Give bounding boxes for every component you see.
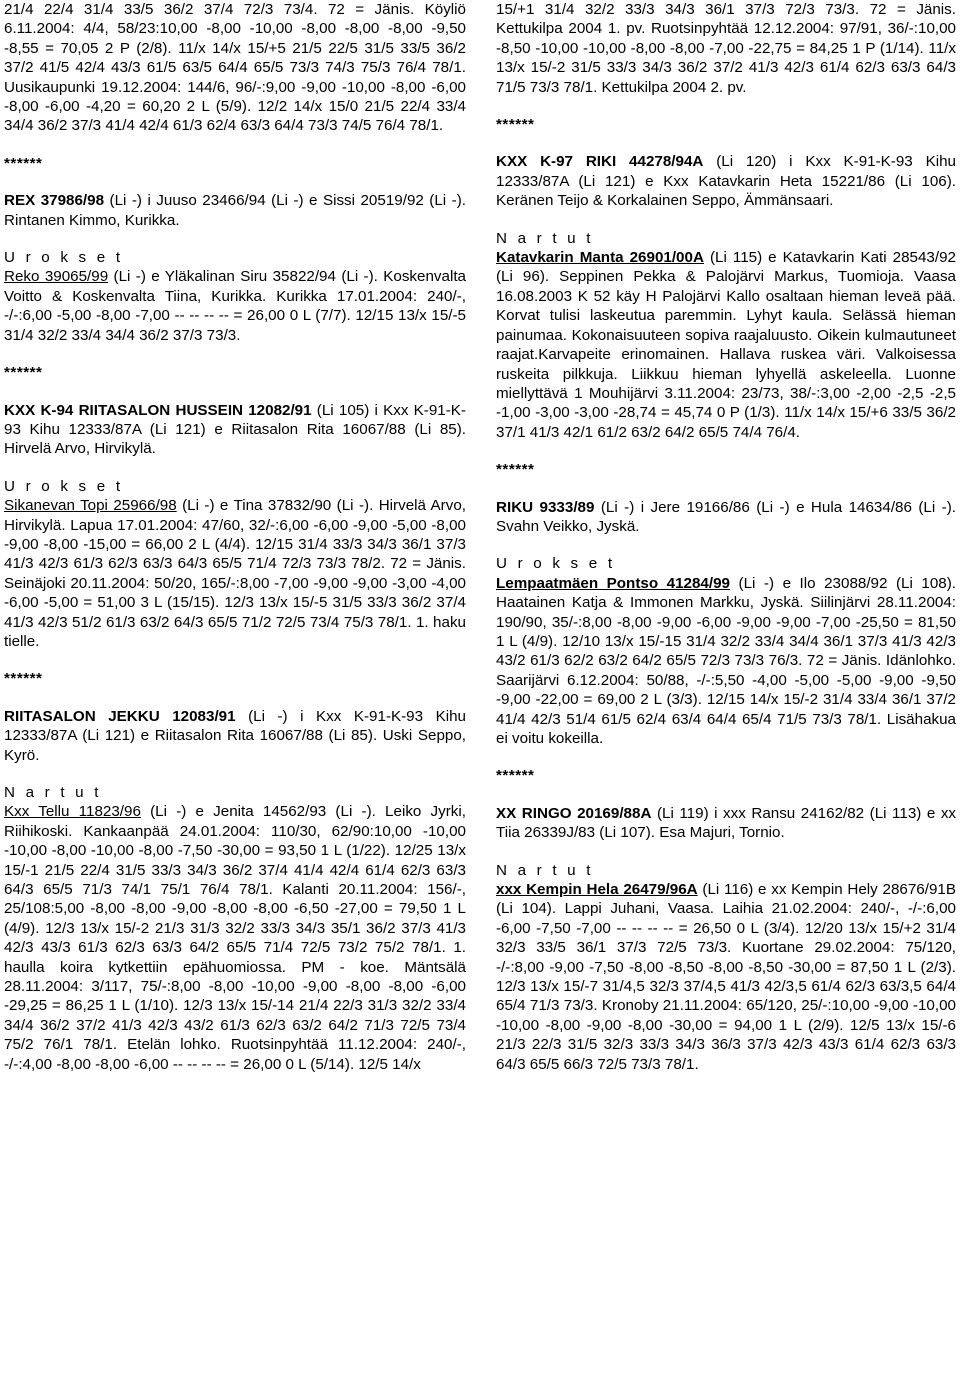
section-label-urokset: U r o k s e t (4, 249, 124, 267)
continued-results-paragraph: 15/+1 31/4 32/2 33/3 34/3 36/1 37/3 72/3 73/3. 72 = Jänis. Kettukilpa 2004 1. pv. Ruotsinpyhtää 12.12.2004: 97/91, 36/-:10,00 -8,50 -10,00 -10,00 -8,00 -8,00 -7,00 -22,75 = 84,25 1 P (1/14). 11/x 13/x 15/-2 31/5 33/3 34/3 36/2 37/2 41/3 42/3 61/4 62/3 63/3 64/3 71/5 73/3 78/1. Kettukilpa 2004 2. pv. (496, 1, 956, 96)
entry-kxx-k97-riki (496, 152, 956, 210)
left-column (4, 0, 466, 1074)
offspring-details: (Li -) e Tina 37832/90 (Li -). Hirvelä Arvo, Hirvikylä. Lapua 17.01.2004: 47/60, 32/-:6,00 -6,00 -9,00 -5,00 -8,00 -9,00 -8,00 -15,00 = 66,00 2 L (4/4). 12/15 31/4 33/3 34/3 36/1 37/3 41/3 42/3 61/3 62/3 63/3 64/3 65/5 71/4 72/3 73/3 78/2. 72 = Jänis. Seinäjoki 20.11.2004: 50/20, 165/-:8,00 -7,00 -9,00 -9,00 -3,00 -4,00 -6,00 -5,00 = 51,00 3 L (15/15). 12/3 13/x 15/-5 31/5 33/3 36/2 37/4 41/3 42/3 51/2 61/3 63/2 64/3 65/5 71/2 72/5 73/4 75/3 78/1. 1. haku tielle. (4, 497, 466, 650)
offspring-details: (Li 115) e Katavkarin Kati 28543/92 (Li 96). Seppinen Pekka & Palojärvi Markus, Tuomioja. Vaasa 16.08.2003 K 52 käy H Palojärvi Kallo osaltaan hieman leveä pää. Korvat tulisi laskeutua paremmin. Lyhyt kaula. Selässä hieman painumaa. Kokonaisuuteen sopiva raajaluusto. Oikein kulmautuneet raajat.Karvapeite erinomainen. Hallava ruskea väri. Valkoisessa ruskeita pilkkuja. Liikkuu hieman lyhyellä askeleella. Luonne miellyttävä 1 Mouhijärvi 3.11.2004: 23/73, 38/-:3,00 -2,00 -2,5 -2,5 -1,00 -3,00 -3,00 -28,74 = 45,74 0 P (1/3). 11/x 14/x 15/+6 33/5 36/2 37/1 41/3 42/1 61/2 63/2 64/2 65/5 74/4 76/4. (496, 249, 956, 441)
offspring-details: (Li 116) e xx Kempin Hely 28676/91B (Li 104). Lappi Juhani, Vaasa. Laihia 21.02.2004: 240/-, -/-:6,00 -6,00 -7,50 -7,00 -- -- -- -- = 26,50 0 L (3/4). 12/20 13/x 15/+2 31/4 32/3 33/5 36/1 37/3 72/5 73/3. Kuortane 29.02.2004: 75/120, -/-:8,00 -9,00 -7,50 -8,00 -8,50 -8,00 -8,50 -30,00 = 87,50 1 L (2/3). 12/3 13/x 15/-7 31/4,5 32/3 37/4,5 41/3 42/3,5 61/4 62/3 63/3,5 64/4 65/4 71/3 73/3. Kronoby 21.11.2004: 65/120, 25/-:10,00 -9,00 -10,00 -10,00 -8,00 -9,00 -8,00 -30,00 = 94,00 1 L (2/9). 12/5 13/x 15/-6 21/3 22/3 31/5 32/3 33/3 34/3 36/3 37/3 42/3 43/3 61/4 62/3 63/3 64/3 65/5 66/3 72/5 73/3 78/1. (496, 881, 956, 1073)
entry-details: (Li 105) i Kxx K-91-K-93 Kihu 12333/87A (Li 121) e Riitasalon Rita 16067/88 (Li 85). Hirvelä Arvo, Hirvikylä. (4, 401, 466, 458)
entry-heading: RIKU 9333/89 (496, 498, 595, 516)
entry-details: (Li 119) i xxx Ransu 24162/82 (Li 113) e xx Tiia 26339J/83 (Li 107). Esa Majuri, Tornio. (496, 804, 957, 842)
section-label-urokset: U r o k s e t (496, 555, 616, 573)
section-separator: ****** (496, 767, 535, 785)
section-label-nartut: N a r t u t (4, 784, 102, 801)
offspring-name: Reko 39065/99 (4, 268, 109, 286)
entry-details: (Li 120) i Kxx K-91-K-93 Kihu 12333/87A (Li 121) e Kxx Katavkarin Heta 15221/86 (Li 106). Keränen Teijo & Korkalainen Seppo, Ämmänsaari. (496, 153, 956, 210)
entry-heading: REX 37986/98 (4, 192, 105, 210)
entry-xx-ringo (496, 804, 956, 843)
offspring-name: Katavkarin Manta 26901/00A (496, 249, 704, 267)
continued-results-paragraph: 21/4 22/4 31/4 33/5 36/2 37/4 72/3 73/4. 72 = Jänis. Köyliö 6.11.2004: 4/4, 58/23:10,00 -8,00 -10,00 -8,00 -8,00 -8,00 -9,50 -8,55 = 70,05 2 P (2/8). 11/x 14/x 15/+5 21/5 22/5 31/5 33/5 36/2 37/2 41/5 42/4 43/3 61/5 63/5 64/4 65/5 73/3 74/3 75/3 76/4 78/1. Uusikaupunki 19.12.2004: 144/6, 96/-:9,00 -9,00 -10,00 -8,00 -6,00 -8,00 -6,00 -4,20 = 60,20 2 L (5/9). 12/2 14/x 15/0 21/5 22/4 33/4 34/4 36/2 37/3 41/4 42/4 61/3 62/4 63/3 64/4 73/3 74/5 76/4 78/1. (4, 1, 466, 135)
entry-details: (Li -) i Kxx K-91-K-93 Kihu 12333/87A (Li 121) e Riitasalon Rita 16067/88 (Li 85). Uski Seppo, Kyrö. (4, 707, 466, 764)
section-label-urokset: U r o k s e t (4, 477, 124, 495)
section-separator: ****** (496, 461, 535, 479)
entry-details: (Li -) i Jere 19166/86 (Li -) e Hula 14634/86 (Li -). Svahn Veikko, Jyskä. (496, 498, 956, 535)
offspring-manta (496, 248, 956, 442)
section-separator: ****** (4, 364, 43, 382)
entry-rex (4, 191, 466, 230)
offspring-name: xxx Kempin Hela 26479/96A (496, 881, 698, 899)
offspring-tellu (4, 802, 466, 1074)
section-separator: ****** (4, 154, 43, 172)
offspring-name: Kxx Tellu 11823/96 (4, 803, 141, 821)
entry-heading: RIITASALON JEKKU 12083/91 (4, 707, 236, 725)
offspring-details: (Li -) e Ilo 23088/92 (Li 108). Haatainen Katja & Immonen Markku, Jyskä. Siilinjärvi 28.11.2004: 190/90, 35/-:8,00 -8,00 -9,00 -6,00 -9,00 -9,00 -7,00 -25,50 = 81,50 1 L (4/9). 12/10 13/x 15/-15 31/4 32/2 33/4 34/4 36/1 37/3 41/3 42/3 43/2 61/3 62/2 63/2 64/2 65/5 72/3 73/3 76/3. 72 = Jänis. Idänlohko. Saarijärvi 6.12.2004: 50/88, -/-:5,50 -4,00 -5,00 -5,00 -9,00 -9,50 -9,00 -22,00 = 69,00 2 L (3/3). 12/15 14/x 15/-2 31/4 33/4 36/1 37/2 41/4 42/3 51/4 61/5 62/4 63/4 64/4 65/4 71/5 73/3 78/1. Lisähakua ei voitu kokeilla. (496, 574, 956, 747)
section-label-nartut: N a r t u t (496, 229, 594, 247)
entry-details: (Li -) i Juuso 23466/94 (Li -) e Sissi 20519/92 (Li -). Rintanen Kimmo, Kurikka. (4, 192, 466, 229)
entry-riku (496, 498, 956, 537)
offspring-name: Sikanevan Topi 25966/98 (4, 497, 177, 515)
section-separator: ****** (496, 116, 535, 134)
offspring-details: (Li -) e Jenita 14562/93 (Li -). Leiko Jyrki, Riihikoski. Kankaanpää 24.01.2004: 110/30, 62/90:10,00 -10,00 -10,00 -8,00 -10,00 -8,00 -7,50 -30,00 = 93,50 1 L (1/22). 12/25 13/x 15/-1 21/5 22/4 31/5 33/3 34/3 36/2 37/4 41/4 42/4 61/4 62/3 63/3 64/3 65/5 71/3 74/1 75/1 76/4 78/1. Kalanti 20.11.2004: 156/-, 25/108:5,00 -8,00 -8,00 -9,00 -8,00 -8,00 -6,50 -27,00 = 79,50 1 L (4/9). 12/3 13/x 15/-2 21/3 31/3 32/2 33/3 34/3 35/1 36/2 37/3 41/3 42/3 43/3 61/3 62/3 63/3 64/2 65/5 71/4 72/5 73/2 75/2 78/1. 1. haulla koira kytkettiin epähuomiossa. PM - koe. Mäntsälä 28.11.2004: 3/117, 75/-:8,00 -8,00 -10,00 -9,00 -8,00 -8,00 -6,00 -29,25 = 86,25 1 L (1/10). 12/3 13/x 15/-14 21/4 22/3 31/3 32/2 33/4 34/4 36/2 37/2 41/3 42/3 43/2 61/3 62/3 63/2 64/2 71/3 72/5 73/4 75/2 76/1 78/1. Etelän lohko. Ruotsinpyhtää 11.12.2004: 240/-, -/-:4,00 -8,00 -8,00 -6,00 -- -- -- -- = 26,00 0 L (5/14). 12/5 14/x (4, 803, 466, 1073)
entry-heading: XX RINGO 20169/88A (496, 804, 652, 822)
offspring-name: Lempaatmäen Pontso 41284/99 (496, 574, 730, 592)
offspring-pontso (496, 574, 956, 749)
section-label-nartut: N a r t u t (496, 861, 594, 879)
entry-kxx-k94-hussein (4, 401, 466, 459)
entry-heading: KXX K-94 RIITASALON HUSSEIN 12082/91 (4, 401, 312, 419)
right-column (496, 0, 956, 1074)
entry-riitasalon-jekku (4, 707, 466, 765)
offspring-details: (Li -) e Yläkalinan Siru 35822/94 (Li -). Koskenvalta Voitto & Koskenvalta Tiina, Kurikka. Kurikka 17.01.2004: 240/-, -/-:6,00 -5,00 -8,00 -7,00 -- -- -- -- = 26,00 0 L (7/7). 12/15 13/x 15/-5 31/4 32/2 33/4 34/4 36/2 37/3 73/3. (4, 268, 466, 344)
section-separator: ****** (4, 670, 43, 688)
offspring-hela (496, 880, 956, 1074)
entry-heading: KXX K-97 RIKI 44278/94A (496, 153, 704, 171)
offspring-topi (4, 496, 466, 651)
offspring-reko (4, 267, 466, 345)
